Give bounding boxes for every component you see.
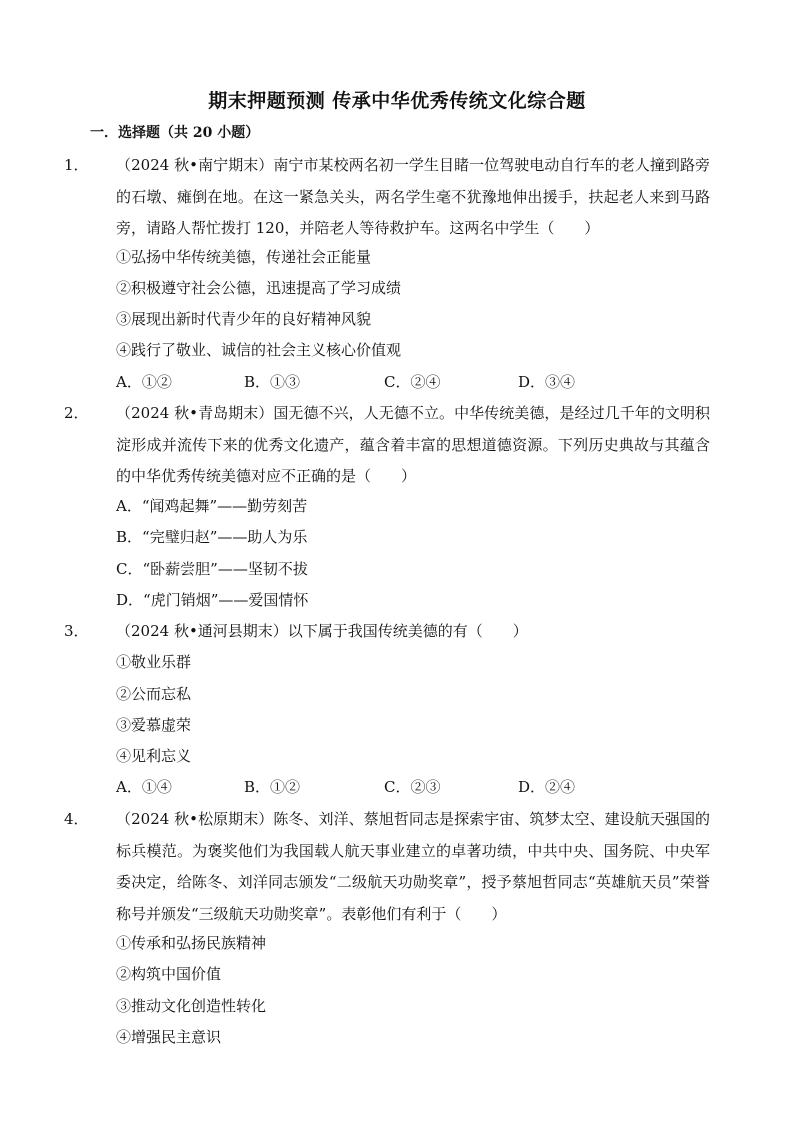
- statement: ②公而忘私: [116, 685, 192, 703]
- question-2: [64, 398, 710, 493]
- question-3: [64, 616, 710, 648]
- question-number: 4．: [64, 810, 89, 828]
- question-4: [64, 804, 710, 930]
- statement: ①弘扬中华传统美德，传递社会正能量: [116, 248, 372, 266]
- option-d[interactable]: D．②④: [518, 778, 576, 796]
- question-stem: 4． （2024 秋•松原期末）陈冬、刘洋、蔡旭哲同志是探索宇宙、筑梦太空、建设航天强国的标兵模范。为褒奖他们为我国载人航天事业建立的卓著功绩，中共中央、国务院、中央军委决定，给陈冬、刘洋同志颁发“二级航天功勋奖章”，授予蔡旭哲同志“英雄航天员”荣誉称号并颁发“三级航天功勋奖章”。表彰他们有利于（ ）: [90, 804, 710, 930]
- question-stem: 2． （2024 秋•青岛期末）国无德不兴，人无德不立。中华传统美德，是经过几千年的文明积淀形成并流传下来的优秀文化遗产，蕴含着丰富的思想道德资源。下列历史典故与其蕴含的中华优秀传统美德对应不正确的是（ ）: [90, 398, 710, 493]
- option-a[interactable]: A．①②: [116, 373, 172, 391]
- statement: ③爱慕虚荣: [116, 716, 192, 734]
- statement: ②构筑中国价值: [116, 965, 222, 983]
- question-number: 2．: [64, 404, 89, 422]
- question-number: 3．: [64, 622, 89, 640]
- option-d[interactable]: D．“虎门销烟”——爱国情怀: [116, 591, 309, 609]
- document-title: 期末押题预测 传承中华优秀传统文化综合题: [208, 90, 586, 112]
- option-d[interactable]: D．③④: [518, 373, 576, 391]
- statement: ④践行了敬业、诚信的社会主义核心价值观: [116, 341, 402, 359]
- section-heading: 一．选择题（共 20 小题）: [90, 125, 260, 141]
- question-stem: 1． （2024 秋•南宁期末）南宁市某校两名初一学生目睹一位驾驶电动自行车的老人撞到路旁的石墩、瘫倒在地。在这一紧急关头，两名学生毫不犹豫地伸出援手，扶起老人来到马路旁，请路人帮忙拨打 120，并陪老人等待救护车。这两名中学生（ ）: [90, 150, 710, 245]
- option-b[interactable]: B．“完璧归赵”——助人为乐: [116, 528, 308, 546]
- option-a[interactable]: A．“闻鸡起舞”——勤劳刻苦: [116, 497, 308, 515]
- question-stem: 3． （2024 秋•通河县期末）以下属于我国传统美德的有（ ）: [90, 616, 710, 648]
- statement: ②积极遵守社会公德，迅速提高了学习成绩: [116, 279, 402, 297]
- question-1: [64, 150, 710, 245]
- statement: ④增强民主意识: [116, 1028, 222, 1046]
- option-b[interactable]: B．①③: [244, 373, 301, 391]
- option-a[interactable]: A．①④: [116, 778, 172, 796]
- statement: ①敬业乐群: [116, 653, 192, 671]
- question-number: 1．: [64, 156, 89, 174]
- statement: ③展现出新时代青少年的良好精神风貌: [116, 310, 372, 328]
- option-c[interactable]: C．②③: [384, 778, 441, 796]
- statement: ③推动文化创造性转化: [116, 997, 267, 1015]
- option-b[interactable]: B．①②: [244, 778, 301, 796]
- statement: ①传承和弘扬民族精神: [116, 934, 267, 952]
- option-c[interactable]: C．②④: [384, 373, 441, 391]
- statement: ④见利忘义: [116, 747, 192, 765]
- option-c[interactable]: C．“卧薪尝胆”——坚韧不拔: [116, 560, 308, 578]
